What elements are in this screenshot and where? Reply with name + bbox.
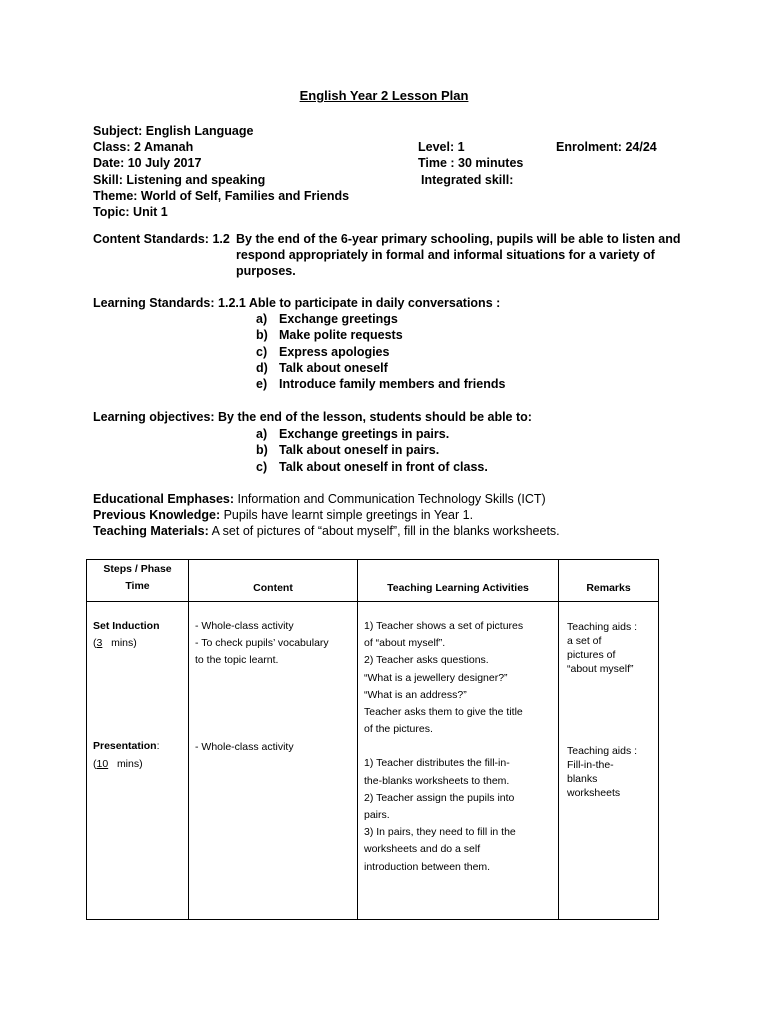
- activity-line: 2) Teacher asks questions.: [364, 654, 489, 667]
- list-marker: d): [256, 360, 268, 375]
- list-marker: a): [256, 312, 268, 326]
- phase-time: [93, 756, 182, 773]
- teaching-materials-label: Teaching Materials:: [93, 524, 209, 538]
- teaching-materials-field: [93, 523, 560, 539]
- content-standards-text: [236, 231, 681, 280]
- steps-header-line: Steps / Phase: [103, 563, 172, 575]
- activity-line: “What is a jewellery designer?”: [364, 671, 508, 684]
- list-text: Introduce family members and friends: [279, 377, 506, 392]
- remark-line: blanks: [567, 773, 598, 785]
- learning-standards-label: Learning Standards: 1.2.1 Able to participate in daily conversations :: [93, 296, 501, 310]
- content-standards-label: Content Standards: 1.2: [93, 232, 230, 246]
- list-text: Talk about oneself: [279, 360, 388, 375]
- time-header-line: Time: [125, 580, 150, 592]
- remarks-cell: [559, 602, 659, 920]
- list-marker: c): [256, 459, 268, 474]
- learning-objectives-label: Learning objectives: By the end of the lesson, students should be able to:: [93, 410, 532, 424]
- table-header-row: [87, 560, 659, 602]
- content-standards-line: By the end of the 6-year primary schooling, pupils will be able to listen and: [236, 232, 681, 246]
- remark-line: Teaching aids :: [567, 621, 638, 633]
- phase-cell: [87, 602, 189, 920]
- list-item: [256, 426, 488, 442]
- remark-line: pictures of: [567, 649, 616, 661]
- skill-field: Skill: Listening and speaking: [93, 173, 266, 187]
- document-title: English Year 2 Lesson Plan: [299, 88, 469, 103]
- content-line: - Whole-class activity: [195, 620, 294, 632]
- list-text: Exchange greetings: [279, 312, 398, 326]
- activity-line: introduction between them.: [364, 860, 491, 873]
- table-row: [87, 602, 659, 920]
- previous-knowledge-value: Pupils have learnt simple greetings in Year 1.: [220, 508, 474, 522]
- remarks-header: Remarks: [559, 560, 659, 602]
- integrated-skill-field: Integrated skill:: [421, 173, 514, 187]
- time-prefix: (: [93, 757, 97, 770]
- phase-time: [93, 635, 182, 652]
- previous-knowledge-label: Previous Knowledge:: [93, 508, 221, 522]
- phase-name: [93, 738, 182, 755]
- learning-objectives-list: [256, 426, 488, 475]
- list-item: [256, 459, 488, 475]
- previous-knowledge-field: [93, 507, 473, 523]
- phase-name: Set Induction: [93, 620, 160, 632]
- activity-line: of the pictures.: [364, 723, 433, 736]
- phase-colon: :: [156, 740, 160, 753]
- activity-line: 2) Teacher assign the pupils into: [364, 791, 515, 804]
- time-value: 10: [96, 757, 109, 770]
- activity-line: the-blanks worksheets to them.: [364, 774, 510, 787]
- steps-header: [87, 560, 189, 602]
- theme-field: Theme: World of Self, Families and Friends: [93, 189, 350, 203]
- educational-emphases-value: Information and Communication Technology Skills (ICT): [234, 492, 546, 506]
- date-field: Date: 10 July 2017: [93, 156, 202, 170]
- time-value: 3: [96, 637, 103, 650]
- activity-line: “What is an address?”: [364, 688, 467, 701]
- time-prefix: (: [93, 637, 97, 650]
- level-field: Level: 1: [418, 140, 465, 154]
- content-line: - Whole-class activity: [195, 740, 294, 753]
- list-marker: e): [256, 377, 268, 392]
- remark-line: a set of: [567, 635, 602, 647]
- remark-line: “about myself”: [567, 663, 634, 675]
- list-item: [256, 344, 505, 360]
- activity-line: pairs.: [364, 809, 390, 822]
- subject-field: Subject: English Language: [93, 124, 254, 138]
- activity-line: Teacher asks them to give the title: [364, 706, 523, 719]
- list-item: [256, 376, 505, 392]
- activity-line: worksheets and do a self: [364, 843, 481, 856]
- phase-label: Presentation: [93, 740, 157, 753]
- time-suffix: mins): [108, 757, 143, 770]
- list-marker: b): [256, 328, 268, 343]
- list-text: Make polite requests: [279, 328, 403, 343]
- list-item: [256, 442, 488, 458]
- list-text: Talk about oneself in pairs.: [279, 443, 440, 458]
- lesson-steps-table: [86, 559, 659, 920]
- content-line: to the topic learnt.: [195, 654, 279, 667]
- learning-standards-list: [256, 311, 505, 392]
- activities-cell: [358, 602, 559, 920]
- educational-emphases-label: Educational Emphases:: [93, 492, 235, 506]
- list-item: [256, 311, 505, 327]
- activity-line: 3) In pairs, they need to fill in the: [364, 826, 516, 839]
- remark-line: worksheets: [567, 787, 621, 799]
- content-line: - To check pupils’ vocabulary: [195, 637, 329, 650]
- content-cell: [189, 602, 358, 920]
- time-field: Time : 30 minutes: [418, 156, 524, 170]
- list-marker: a): [256, 427, 268, 441]
- content-standards-line: respond appropriately in formal and informal situations for a variety of: [236, 248, 655, 263]
- list-item: [256, 327, 505, 343]
- activities-header: Teaching Learning Activities: [358, 560, 559, 602]
- topic-field: Topic: Unit 1: [93, 205, 168, 219]
- teaching-materials-value: A set of pictures of “about myself”, fill in the blanks worksheets.: [208, 524, 560, 538]
- activity-line: 1) Teacher shows a set of pictures: [364, 620, 524, 632]
- class-field: Class: 2 Amanah: [93, 140, 194, 154]
- time-suffix: mins): [102, 637, 137, 650]
- list-text: Talk about oneself in front of class.: [279, 459, 488, 474]
- enrolment-field: Enrolment: 24/24: [556, 140, 657, 154]
- remark-line: Fill-in-the-: [567, 759, 614, 771]
- list-text: Exchange greetings in pairs.: [279, 427, 450, 441]
- activity-line: 1) Teacher distributes the fill-in-: [364, 757, 510, 770]
- list-text: Express apologies: [279, 344, 390, 359]
- content-header: Content: [189, 560, 358, 602]
- remark-line: Teaching aids :: [567, 745, 638, 757]
- activity-line: of “about myself”.: [364, 637, 446, 650]
- content-standards-line: purposes.: [236, 264, 296, 279]
- list-item: [256, 360, 505, 376]
- list-marker: c): [256, 344, 268, 359]
- list-marker: b): [256, 443, 268, 458]
- educational-emphases-field: [93, 491, 546, 507]
